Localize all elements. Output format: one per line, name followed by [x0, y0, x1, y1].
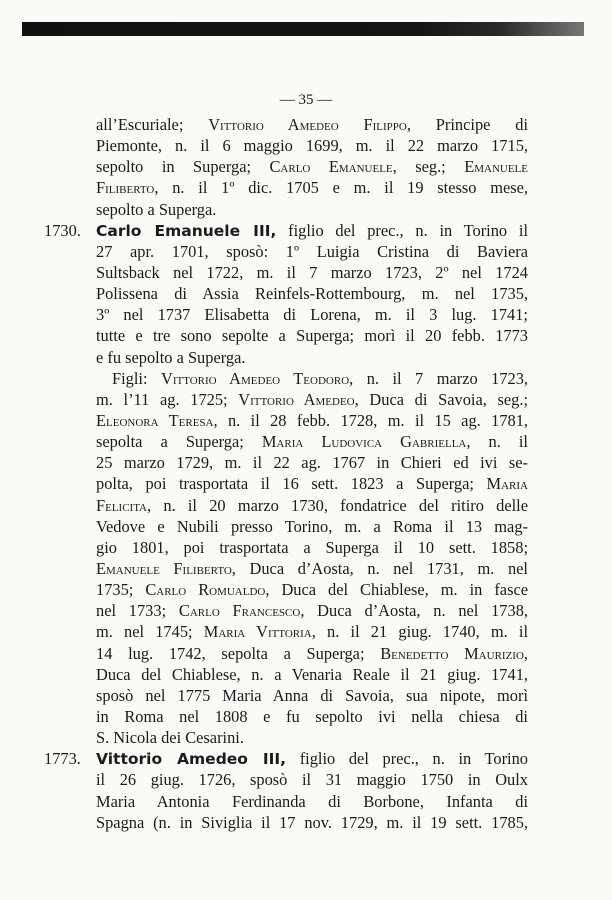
text-line: Duca del Chiablese, n. a Venaria Reale il 21 giug. 1741, [96, 664, 528, 684]
sovereign-name: Vittorio Amedeo III, [96, 750, 287, 769]
text-line: Piemonte, n. il 6 maggio 1699, m. il 22 marzo 1715, [96, 136, 528, 156]
text-line: Filiberto, n. il 1º dic. 1705 e m. il 19 stesso mese, [96, 178, 528, 198]
text-line: polta, poi trasportata il 16 sett. 1823 a Superga; Maria [96, 474, 528, 494]
text-line: Vittorio Amedeo III, figlio del prec., n. in Torino [96, 749, 528, 769]
text-line: nel 1733; Carlo Francesco, Duca d’Aosta, n. nel 1738, [96, 601, 528, 621]
page-number: — 35 — [279, 92, 333, 108]
text-line: Emanuele Filiberto, Duca d’Aosta, n. nel 1731, m. nel [96, 558, 528, 578]
paragraph-1730 [44, 220, 529, 368]
text-line: gio 1801, poi trasportata a Superga il 10 sett. 1858; [96, 537, 528, 557]
text-line: Felicita, n. il 20 marzo 1730, fondatrice del ritiro delle [96, 495, 528, 515]
text-line: Spagna (n. in Siviglia il 17 nov. 1729, m. il 19 sett. 1785, [96, 812, 528, 832]
paragraph-1 [96, 114, 528, 220]
text-line: e fu sepolto a Superga. [96, 347, 246, 367]
text-line: Vedove e Nubili presso Torino, m. a Roma il 13 mag- [96, 516, 528, 536]
text-line: sepolta a Superga; Maria Ludovica Gabriella, n. il [96, 432, 528, 452]
text-line: 27 apr. 1701, sposò: 1º Luigia Cristina di Baviera [96, 241, 528, 261]
sovereign-name: Carlo Emanuele III, [96, 221, 277, 240]
text-line: il 26 giug. 1726, sposò il 31 maggio 1750 in Oulx [96, 770, 528, 790]
text-line: Figli: Vittorio Amedeo Teodoro, n. il 7 marzo 1723, [112, 368, 529, 388]
year-label: 1730. [44, 220, 81, 240]
paragraph-figli [96, 368, 528, 749]
text-line: all’Escuriale; Vittorio Amedeo Filippo, Principe di [96, 115, 528, 134]
top-rule-bar [22, 22, 584, 36]
text-line: 3º nel 1737 Elisabetta di Lorena, m. il 3 lug. 1741; [96, 305, 528, 325]
text-line: 1735; Carlo Romualdo, Duca del Chiablese, m. in fasce [96, 580, 528, 600]
text-line: tutte e tre sono sepolte a Superga; morì il 20 febb. 1773 [96, 326, 528, 346]
text-line: 14 lug. 1742, sepolta a Superga; Benedetto Maurizio, [96, 643, 528, 663]
text-line: Maria Antonia Ferdinanda di Borbone, Infanta di [96, 791, 528, 811]
text-line: m. l’11 ag. 1725; Vittorio Amedeo, Duca di Savoia, seg.; [96, 389, 529, 409]
text-line: Sultsback nel 1722, m. il 7 marzo 1723, 2º nel 1724 [96, 262, 528, 282]
paragraph-1773 [44, 748, 528, 833]
text-line: sepolto in Superga; Carlo Emanuele, seg.; Emanuele [96, 157, 528, 177]
text-line: m. nel 1745; Maria Vittoria, n. il 21 giug. 1740, m. il [96, 622, 528, 642]
text-line: sposò nel 1775 Maria Anna di Savoia, sua nipote, morì [96, 685, 528, 705]
text-line: 25 marzo 1729, m. il 22 ag. 1767 in Chieri ed ivi se- [96, 453, 528, 473]
text-line: Polissena di Assia Reinfels-Rottembourg, m. nel 1735, [96, 284, 528, 304]
text-line: S. Nicola dei Cesarini. [96, 728, 244, 748]
page-text [44, 114, 529, 833]
year-label: 1773. [44, 749, 81, 769]
text-line: sepolto a Superga. [96, 199, 217, 219]
text-line: Eleonora Teresa, n. il 28 febb. 1728, m. il 15 ag. 1781, [96, 410, 528, 430]
text-line: in Roma nel 1808 e fu sepolto ivi nella chiesa di [96, 706, 528, 726]
text-line: Carlo Emanuele III, figlio del prec., n. in Torino il [96, 220, 529, 240]
